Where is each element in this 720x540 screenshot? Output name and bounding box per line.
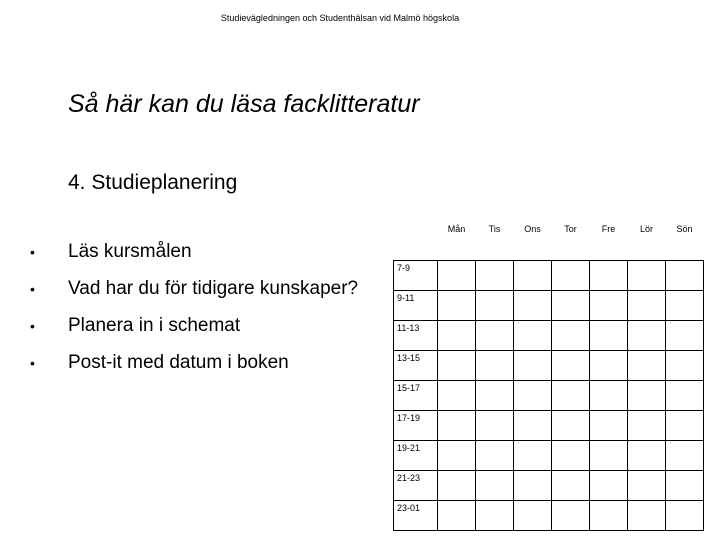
schedule-cell[interactable]	[666, 471, 704, 501]
schedule-cell[interactable]	[628, 441, 666, 471]
schedule-cell[interactable]	[552, 321, 590, 351]
time-slot-label: 21-23	[394, 471, 438, 501]
schedule-cell[interactable]	[438, 291, 476, 321]
time-slot-label: 7-9	[394, 261, 438, 291]
schedule-cell[interactable]	[514, 501, 552, 531]
schedule-cell[interactable]	[590, 291, 628, 321]
schedule-cell[interactable]	[590, 261, 628, 291]
schedule-cell[interactable]	[514, 321, 552, 351]
bullet-dot-icon: •	[30, 354, 35, 371]
schedule-cell[interactable]	[590, 441, 628, 471]
schedule-cell[interactable]	[628, 501, 666, 531]
schedule-table	[393, 222, 704, 531]
slide-title: Så här kan du läsa facklitteratur	[68, 90, 420, 118]
schedule-cell[interactable]	[628, 261, 666, 291]
time-slot-label: 9-11	[394, 291, 438, 321]
time-slot-label: 23-01	[394, 501, 438, 531]
schedule-cell[interactable]	[514, 441, 552, 471]
bullet-item	[30, 233, 358, 270]
schedule-cell[interactable]	[438, 261, 476, 291]
bullet-list	[30, 233, 358, 381]
schedule-cell[interactable]	[628, 411, 666, 441]
schedule-cell[interactable]	[476, 381, 514, 411]
schedule-cell[interactable]	[514, 261, 552, 291]
bullet-dot-icon: •	[30, 280, 35, 297]
schedule-row	[394, 381, 704, 411]
schedule-cell[interactable]	[628, 381, 666, 411]
schedule-cell[interactable]	[552, 471, 590, 501]
schedule-cell[interactable]	[476, 261, 514, 291]
schedule-cell[interactable]	[552, 441, 590, 471]
schedule-cell[interactable]	[590, 501, 628, 531]
schedule-cell[interactable]	[628, 351, 666, 381]
schedule-cell[interactable]	[514, 471, 552, 501]
bullet-text: Planera in i schemat	[68, 314, 241, 336]
bullet-item	[30, 270, 358, 307]
schedule-cell[interactable]	[666, 441, 704, 471]
schedule-cell[interactable]	[438, 351, 476, 381]
schedule-row	[394, 321, 704, 351]
schedule-cell[interactable]	[438, 411, 476, 441]
schedule-cell[interactable]	[628, 291, 666, 321]
bullet-item	[30, 344, 358, 381]
schedule-row	[394, 501, 704, 531]
bullet-text: Post-it med datum i boken	[68, 351, 289, 373]
schedule-row	[394, 411, 704, 441]
bullet-dot-icon: •	[30, 243, 35, 260]
schedule-cell[interactable]	[438, 501, 476, 531]
schedule-cell[interactable]	[514, 291, 552, 321]
schedule-cell[interactable]	[476, 441, 514, 471]
schedule-cell[interactable]	[666, 261, 704, 291]
schedule-cell[interactable]	[476, 321, 514, 351]
schedule-cell[interactable]	[590, 411, 628, 441]
schedule-row	[394, 441, 704, 471]
schedule-cell[interactable]	[438, 381, 476, 411]
day-header: Tor	[564, 224, 577, 234]
day-header: Mån	[447, 224, 466, 234]
schedule-cell[interactable]	[476, 411, 514, 441]
schedule-cell[interactable]	[514, 411, 552, 441]
day-header: Ons	[524, 224, 541, 234]
schedule-cell[interactable]	[590, 351, 628, 381]
schedule-cell[interactable]	[590, 321, 628, 351]
schedule-cell[interactable]	[666, 501, 704, 531]
schedule-cell[interactable]	[476, 501, 514, 531]
schedule-cell[interactable]	[552, 351, 590, 381]
schedule-row	[394, 261, 704, 291]
day-header: Fre	[601, 224, 616, 234]
schedule-cell[interactable]	[476, 291, 514, 321]
schedule-cell[interactable]	[666, 321, 704, 351]
schedule-header-row	[394, 222, 704, 261]
time-slot-label: 11-13	[394, 321, 438, 351]
schedule-cell[interactable]	[552, 291, 590, 321]
time-slot-label: 17-19	[394, 411, 438, 441]
slide-header: Studievägledningen och Studenthälsan vid Malmö högskola	[220, 13, 460, 23]
schedule-cell[interactable]	[666, 411, 704, 441]
schedule-cell[interactable]	[628, 321, 666, 351]
schedule-cell[interactable]	[552, 381, 590, 411]
schedule-row	[394, 291, 704, 321]
schedule-cell[interactable]	[438, 321, 476, 351]
schedule-cell[interactable]	[666, 351, 704, 381]
schedule-cell[interactable]	[590, 381, 628, 411]
schedule-cell[interactable]	[552, 501, 590, 531]
schedule-cell[interactable]	[552, 261, 590, 291]
schedule-cell[interactable]	[438, 441, 476, 471]
schedule-cell[interactable]	[438, 471, 476, 501]
day-header: Lör	[639, 224, 653, 234]
bullet-text: Läs kursmålen	[68, 240, 192, 262]
schedule-row	[394, 471, 704, 501]
schedule-cell[interactable]	[514, 381, 552, 411]
schedule-cell[interactable]	[476, 471, 514, 501]
schedule-cell[interactable]	[666, 291, 704, 321]
schedule-body	[394, 261, 704, 531]
schedule-cell[interactable]	[590, 471, 628, 501]
bullet-dot-icon: •	[30, 317, 35, 334]
schedule-cell[interactable]	[514, 351, 552, 381]
time-slot-label: 19-21	[394, 441, 438, 471]
slide-subtitle: 4. Studieplanering	[68, 171, 238, 194]
time-slot-label: 13-15	[394, 351, 438, 381]
time-slot-label: 15-17	[394, 381, 438, 411]
day-header: Tis	[488, 224, 501, 234]
schedule-cell[interactable]	[476, 351, 514, 381]
day-header: Sön	[676, 224, 693, 234]
schedule-cell[interactable]	[552, 411, 590, 441]
schedule-row	[394, 351, 704, 381]
schedule-cell[interactable]	[628, 471, 666, 501]
schedule-cell[interactable]	[666, 381, 704, 411]
bullet-item	[30, 307, 358, 344]
time-column-header	[394, 222, 438, 261]
bullet-text: Vad har du för tidigare kunskaper?	[68, 277, 359, 299]
